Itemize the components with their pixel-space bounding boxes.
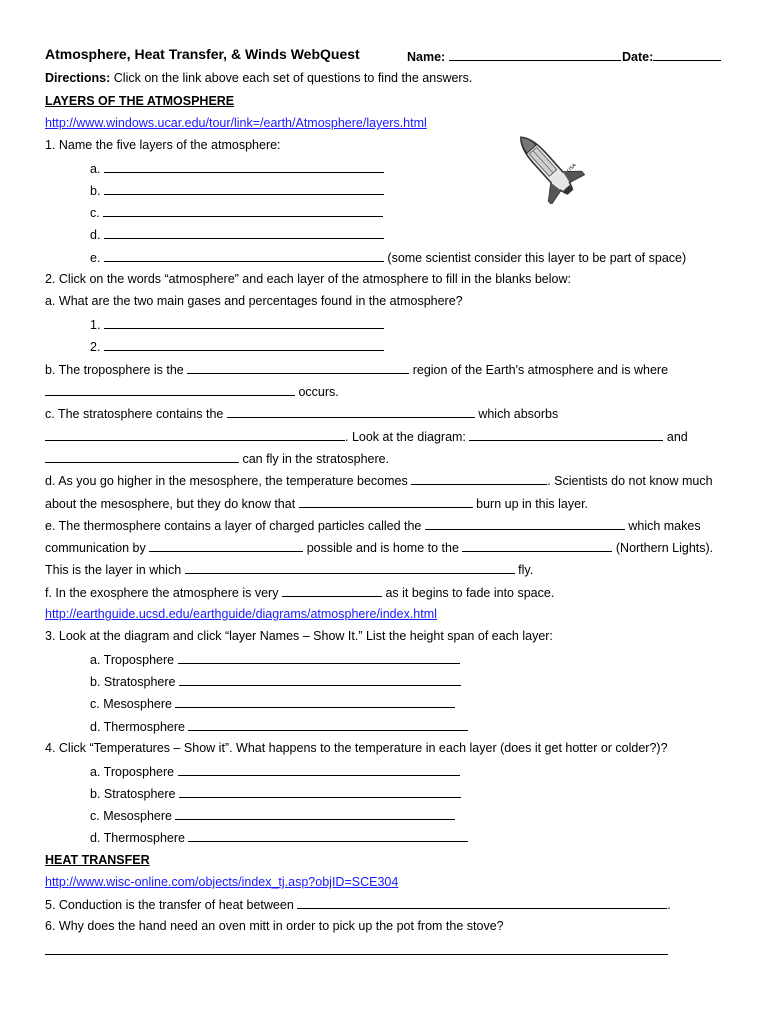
date-field[interactable] [653,48,721,61]
directions: Directions: Click on the link above each set of questions to find the answers. [45,71,473,85]
answer-blank[interactable] [104,182,384,195]
q1-item-b: b. [90,182,384,199]
answer-blank[interactable] [178,651,460,664]
space-shuttle-illustration [505,124,585,204]
question-1: 1. Name the five layers of the atmosphere: [45,138,281,152]
answer-blank[interactable] [282,584,382,597]
answer-blank[interactable] [227,405,475,418]
question-2c-cont2: can fly in the stratosphere. [45,450,389,467]
question-2e-cont: communication by possible and is home to the (Northern Lights). [45,541,714,555]
date-label: Date: [622,48,721,65]
answer-blank[interactable] [185,561,515,574]
question-2c: c. The stratosphere contains the which absorbs [45,407,559,421]
q3-item-stratosphere: b. Stratosphere [90,673,461,690]
q4-item-troposphere: a. Troposphere [90,763,460,780]
question-3: 3. Look at the diagram and click “layer Names – Show It.” List the height span of each layer: [45,629,553,643]
question-2d-cont: about the mesosphere, but they do know that burn up in this layer. [45,497,589,511]
layers-link[interactable]: http://www.windows.ucar.edu/tour/link=/earth/Atmosphere/layers.html [45,116,427,130]
question-5: 5. Conduction is the transfer of heat between . [45,898,671,912]
q3-item-thermosphere: d. Thermosphere [90,718,468,735]
question-2b: b. The troposphere is the region of the Earth's atmosphere and is where [45,363,669,377]
answer-blank[interactable] [299,495,473,508]
answer-blank[interactable] [188,718,468,731]
answer-blank[interactable] [462,539,612,552]
answer-blank[interactable] [104,160,384,173]
question-2f: f. In the exosphere the atmosphere is very as it begins to fade into space. [45,586,555,600]
shuttle-label: USA [565,162,578,174]
answer-blank[interactable] [178,763,460,776]
answer-blank[interactable] [103,204,383,217]
answer-blank[interactable] [175,695,455,708]
q1-item-e: e. (some scientist consider this layer to be part of space) [90,251,687,265]
q2a-item-2: 2. [90,338,384,355]
answer-blank[interactable] [179,785,461,798]
answer-blank[interactable] [149,539,303,552]
q4-item-thermosphere: d. Thermosphere [90,829,468,846]
answer-blank[interactable] [411,472,547,485]
section-heading-layers: LAYERS OF THE ATMOSPHERE [45,94,235,108]
q3-item-troposphere: a. Troposphere [90,651,460,668]
answer-blank[interactable] [104,316,384,329]
answer-blank[interactable] [469,428,663,441]
question-2a: a. What are the two main gases and percentages found in the atmosphere? [45,294,463,308]
wisc-online-link[interactable]: http://www.wisc-online.com/objects/index_tj.asp?objID=SCE304 [45,875,399,889]
answer-blank[interactable] [104,226,384,239]
answer-blank[interactable] [297,896,667,909]
answer-blank[interactable] [179,673,461,686]
question-2b-cont: occurs. [45,383,339,400]
question-2c-cont: . Look at the diagram: and [45,428,688,445]
answer-blank[interactable] [45,428,345,441]
answer-blank[interactable] [188,829,468,842]
answer-blank[interactable] [104,338,384,351]
q3-item-mesosphere: c. Mesosphere [90,695,455,712]
section-heading-heat-transfer: HEAT TRANSFER [45,853,150,867]
answer-blank[interactable] [45,383,295,396]
name-field[interactable] [449,48,621,61]
question-2e-cont2: This is the layer in which fly. [45,563,534,577]
name-label: Name: [407,48,621,65]
question-2d: d. As you go higher in the mesosphere, the temperature becomes . Scientists do not know much [45,474,713,488]
question-2e: e. The thermosphere contains a layer of charged particles called the which makes [45,519,701,533]
q4-item-mesosphere: c. Mesosphere [90,807,455,824]
q4-item-stratosphere: b. Stratosphere [90,785,461,802]
q2a-item-1: 1. [90,316,384,333]
answer-blank[interactable] [104,249,384,262]
q1-item-c: c. [90,204,383,221]
question-4: 4. Click “Temperatures – Show it”. What happens to the temperature in each layer (does it get hotter or colder?)? [45,741,668,755]
q1-item-d: d. [90,226,384,243]
question-2: 2. Click on the words “atmosphere” and each layer of the atmosphere to fill in the blanks below: [45,272,571,286]
answer-line[interactable] [45,954,668,955]
earthguide-link[interactable]: http://earthguide.ucsd.edu/earthguide/diagrams/atmosphere/index.html [45,607,437,621]
question-6: 6. Why does the hand need an oven mitt in order to pick up the pot from the stove? [45,919,504,933]
page-title: Atmosphere, Heat Transfer, & Winds WebQuest [45,46,360,62]
answer-blank[interactable] [45,450,239,463]
answer-blank[interactable] [425,517,625,530]
q1-item-a: a. [90,160,384,177]
answer-blank[interactable] [187,361,409,374]
answer-blank[interactable] [175,807,455,820]
